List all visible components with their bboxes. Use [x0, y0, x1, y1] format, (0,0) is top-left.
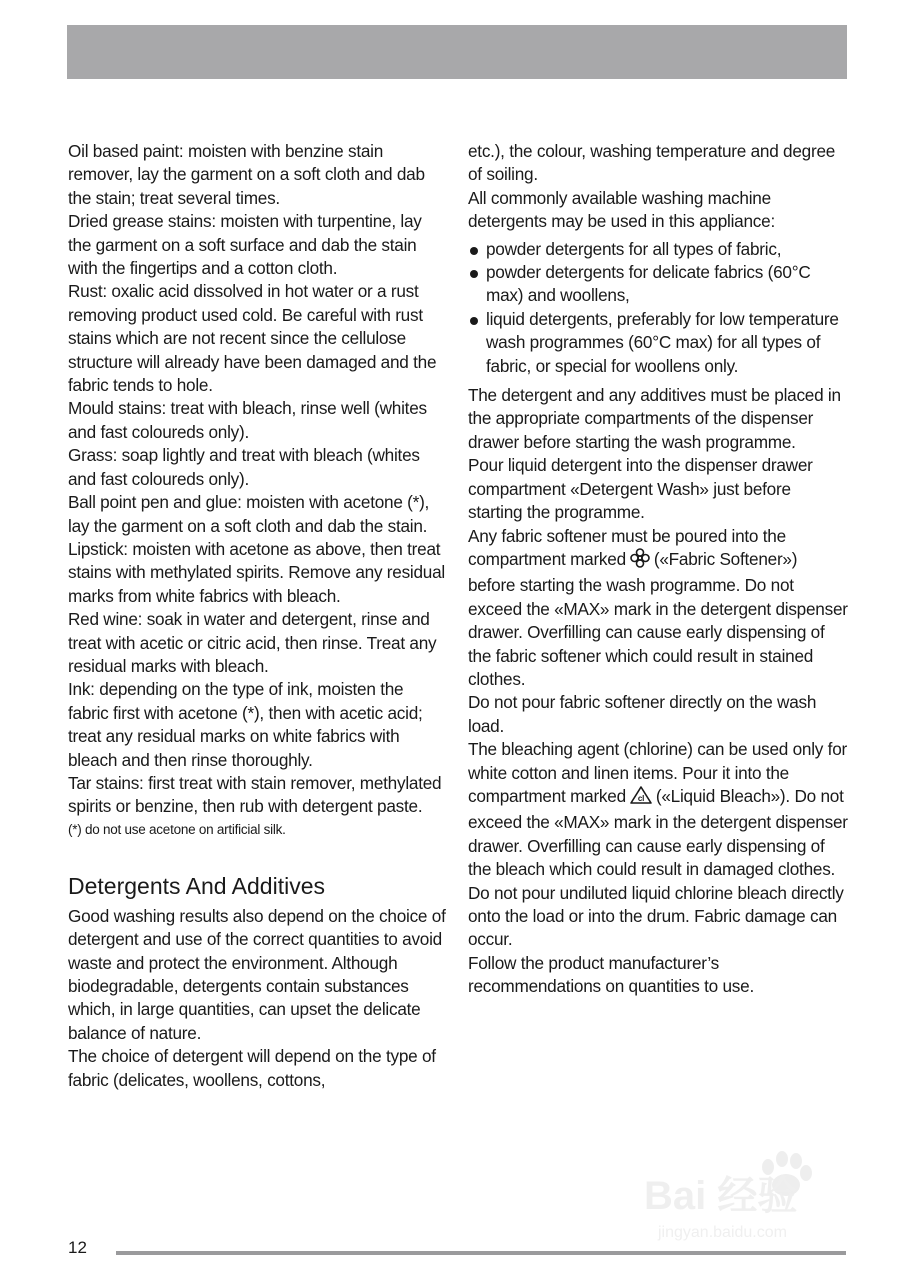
right-column [468, 140, 848, 999]
bleach-triangle-icon [629, 785, 653, 811]
bullet-icon [470, 270, 478, 278]
watermark-url: jingyan.baidu.com [658, 1224, 787, 1241]
section-paragraph: The choice of detergent will depend on the type of fabric (delicates, woollens, cottons, [68, 1046, 436, 1090]
page-number: 12 [68, 1238, 87, 1257]
intro-paragraph: All commonly available washing machine detergents may be used in this appliance: [468, 187, 775, 232]
footer-line [116, 1251, 846, 1255]
stain-tar: Tar stains: first treat with stain remover, methylated spirits or benzine, then rub with detergent paste. [68, 772, 442, 817]
liquid-detergent-paragraph: Pour liquid detergent into the dispenser drawer compartment «Detergent Wash» just before starting the programme. [468, 455, 813, 523]
list-item: liquid detergents, preferably for low temperature wash programmes (60°C max) for all types of fabric, or special for woollens only. [468, 308, 848, 378]
stain-mould: Mould stains: treat with bleach, rinse well (whites and fast coloureds only). [68, 398, 427, 442]
bleach-warning: Do not pour undiluted liquid chlorine bleach directly onto the load or into the drum. Fabric damage can occur. [468, 882, 844, 950]
softener-warning: Do not pour fabric softener directly on the wash load. [468, 692, 817, 736]
bullet-icon [470, 247, 478, 255]
stain-dried-grease: Dried grease stains: moisten with turpentine, lay the garment on a soft surface and dab the stain with the fingertips and a cotton cloth. [68, 211, 422, 279]
watermark-brand: Bai 经验 [644, 1174, 798, 1218]
bullet-icon [470, 317, 478, 325]
section-paragraph: Good washing results also depend on the choice of detergent and use of the correct quantities to avoid waste and protect the environment. Although biodegradable, detergents contain substances which, in large quantities, can upset the delicate balance of nature. [68, 905, 446, 1043]
stain-grass: Grass: soap lightly and treat with bleach (whites and fast coloureds only). [68, 445, 420, 489]
intro-paragraph: etc.), the colour, washing temperature and degree of soiling. [468, 141, 836, 185]
stain-rust: Rust: oxalic acid dissolved in hot water or a rust removing product used cold. Be careful with rust stains which are not recent since the cellulose structure will already have been damaged and the fabric tends to hole. [68, 281, 437, 396]
list-item: powder detergents for delicate fabrics (60°C max) and woollens, [468, 261, 848, 308]
compartments-paragraph: The detergent and any additives must be placed in the appropriate compartments of the dispenser drawer before starting the wash programme. [468, 385, 841, 452]
softener-paragraph: Any fabric softener must be poured into the compartment marked («Fabric Softener») before starting the wash programme. Do not exceed the «MAX» mark in the detergent dispenser drawer. Overfilling can cause early dispensing of the fabric softener which could result in stained clothes. [468, 525, 848, 689]
bleach-paragraph: The bleaching agent (chlorine) can be used only for white cotton and linen items. Pour it into the compartment marked cl («Liquid Bleach»). Do not exceed the «MAX» mark in the detergent dispenser drawer. Overfilling can cause early dispensing of the bleach which could result in damaged clothes. [468, 739, 848, 880]
acetone-note: (*) do not use acetone on artificial silk. [68, 821, 286, 837]
left-column [68, 140, 448, 1092]
stain-oil-paint: Oil based paint: moisten with benzine stain remover, lay the garment on a soft cloth and dab the stain; treat several times. [68, 141, 425, 208]
svg-text:cl: cl [637, 793, 644, 803]
stain-red-wine: Red wine: soak in water and detergent, rinse and treat with acetic or citric acid, then rinse. Treat any residual marks with bleach. [68, 609, 437, 676]
stain-ink: Ink: depending on the type of ink, moisten the fabric first with acetone (*), then with acetic acid; treat any residual marks on white fabrics with bleach and then rinse thoroughly. [68, 679, 423, 770]
manufacturer-note: Follow the product manufacturer’s recommendations on quantities to use. [468, 952, 754, 997]
detergent-list [468, 238, 848, 378]
header-bar [67, 25, 847, 79]
section-title: Detergents And Additives [68, 872, 325, 899]
baidu-watermark [640, 1145, 880, 1245]
flower-softener-icon [629, 548, 651, 574]
stain-lipstick: Lipstick: moisten with acetone as above, then treat stains with methylated spirits. Remove any residual marks from white fabrics with bleach. [68, 538, 445, 606]
list-item: powder detergents for all types of fabric, [468, 238, 848, 261]
stain-ball-point-pen: Ball point pen and glue: moisten with acetone (*), lay the garment on a soft cloth and dab the stain. [68, 492, 430, 536]
